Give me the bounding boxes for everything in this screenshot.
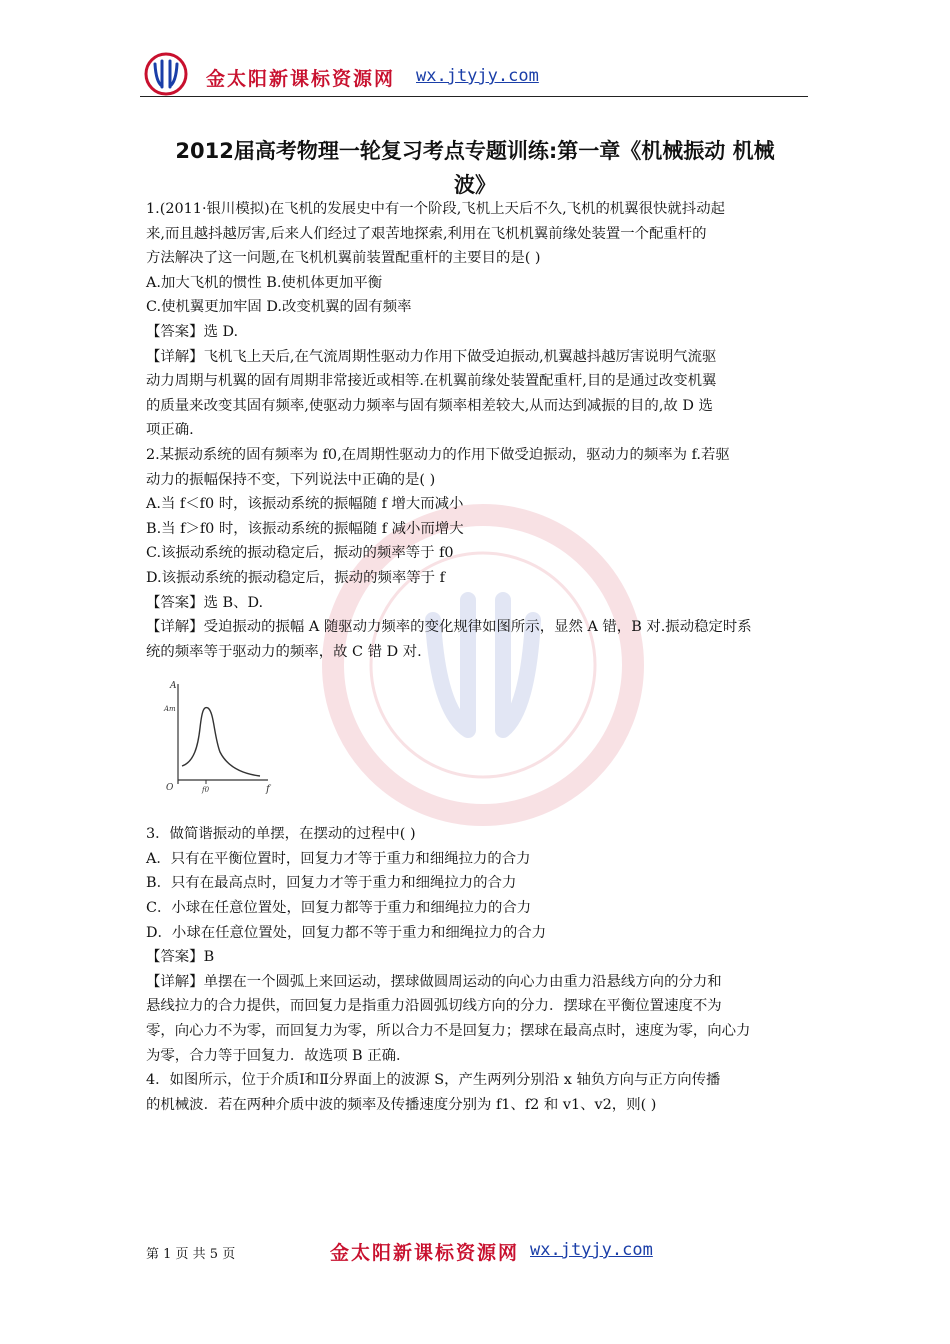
- am-label: Am: [164, 705, 176, 713]
- q1-detail: 项正确.: [146, 422, 194, 439]
- q2-option-c: C.该振动系统的振动稳定后，振动的频率等于 f0: [146, 545, 454, 562]
- q1-text: 1.(2011·银川模拟)在飞机的发展史中有一个阶段,飞机上天后不久,飞机的机翼很快就抖动起: [146, 201, 725, 217]
- q1-text: 来,而且越抖越厉害,后来人们经过了艰苦地探索,利用在飞机机翼前缘处装置一个配重杆的: [146, 225, 707, 242]
- origin-label: O: [166, 783, 174, 793]
- resonance-curve-figure: [160, 676, 280, 796]
- page-title: 2012届高考物理一轮复习考点专题训练:第一章《机械振动 机械 波》: [175, 139, 775, 197]
- q1-text: 方法解决了这一问题,在飞机机翼前装置配重杆的主要目的是( ): [146, 250, 541, 267]
- q2-detail: 统的频率等于驱动力的频率，故 C 错 D 对.: [146, 643, 422, 660]
- q1-detail: 的质量来改变其固有频率,使驱动力频率与固有频率相差较大,从而达到减振的目的,故 D 选: [146, 397, 713, 414]
- q3-answer: 【答案】B: [146, 949, 215, 966]
- q1-detail: 【详解】飞机飞上天后,在气流周期性驱动力作用下做受迫振动,机翼越抖越厉害说明气流驱: [146, 348, 717, 365]
- q2-detail: 【详解】受迫振动的振幅 A 随驱动力频率的变化规律如图所示，显然 A 错，B 对.振动稳定时系: [146, 619, 752, 636]
- q1-options-ab: A.加大飞机的惯性 B.使机体更加平衡: [146, 274, 383, 291]
- q2-text: 动力的振幅保持不变，下列说法中正确的是( ): [146, 471, 436, 488]
- footer-site-link[interactable]: wx.jtyjy.com: [530, 1240, 653, 1260]
- q3-detail: 悬线拉力的合力提供，而回复力是指重力沿圆弧切线方向的分力．摆球在平衡位置速度不为: [146, 998, 722, 1015]
- q1-detail: 动力周期与机翼的固有周期非常接近或相等.在机翼前缘处装置配重杆,目的是通过改变机翼: [146, 373, 717, 390]
- footer-brand: 金太阳新课标资源网: [330, 1242, 520, 1264]
- header-brand: 金太阳新课标资源网: [206, 68, 396, 90]
- q4-text: 的机械波．若在两种介质中波的频率及传播速度分别为 f1、f2 和 v1、v2，则( ): [146, 1096, 657, 1113]
- q3-option-c: C．小球在任意位置处，回复力都等于重力和细绳拉力的合力: [146, 900, 532, 917]
- q3-option-b: B．只有在最高点时，回复力才等于重力和细绳拉力的合力: [146, 875, 517, 892]
- y-axis-label: A: [170, 681, 177, 691]
- q3-option-d: D．小球在任意位置处，回复力都不等于重力和细绳拉力的合力: [146, 924, 547, 941]
- q2-text: 2.某振动系统的固有频率为 f0,在周期性驱动力的作用下做受迫振动，驱动力的频率为 f.若驱: [146, 446, 730, 463]
- logo-icon: [144, 52, 188, 96]
- header-site-link[interactable]: wx.jtyjy.com: [416, 66, 539, 86]
- q3-detail: 零，向心力不为零，而回复力为零，所以合力不是回复力；摆球在最高点时，速度为零，向心力: [146, 1023, 751, 1040]
- f0-label: f0: [202, 786, 210, 794]
- header-rule: [140, 96, 808, 97]
- q2-option-a: A.当 f＜f0 时，该振动系统的振幅随 f 增大而减小: [146, 496, 464, 513]
- q3-detail: 【详解】单摆在一个圆弧上来回运动，摆球做圆周运动的向心力由重力沿悬线方向的分力和: [146, 973, 722, 990]
- q3-option-a: A．只有在平衡位置时，回复力才等于重力和细绳拉力的合力: [146, 850, 531, 867]
- q3-text: 3．做简谐振动的单摆，在摆动的过程中( ): [146, 826, 416, 843]
- q1-answer: 【答案】选 D.: [146, 323, 239, 340]
- q2-answer: 【答案】选 B、D.: [146, 594, 264, 611]
- resonance-curve: [182, 708, 260, 776]
- q3-detail: 为零，合力等于回复力．故选项 B 正确．: [146, 1047, 411, 1064]
- x-axis-label: f: [266, 784, 270, 795]
- q2-option-d: D.该振动系统的振动稳定后，振动的频率等于 f: [146, 569, 445, 586]
- q1-options-cd: C.使机翼更加牢固 D.改变机翼的固有频率: [146, 299, 412, 316]
- page-header: [140, 52, 808, 98]
- q2-option-b: B.当 f＞f0 时，该振动系统的振幅随 f 减小而增大: [146, 520, 464, 537]
- q4-text: 4．如图所示，位于介质Ⅰ和Ⅱ分界面上的波源 S，产生两列分别沿 x 轴负方向与正方向传播: [146, 1072, 721, 1089]
- page-number: 第 1 页 共 5 页: [146, 1247, 236, 1262]
- document-body: [146, 197, 810, 1117]
